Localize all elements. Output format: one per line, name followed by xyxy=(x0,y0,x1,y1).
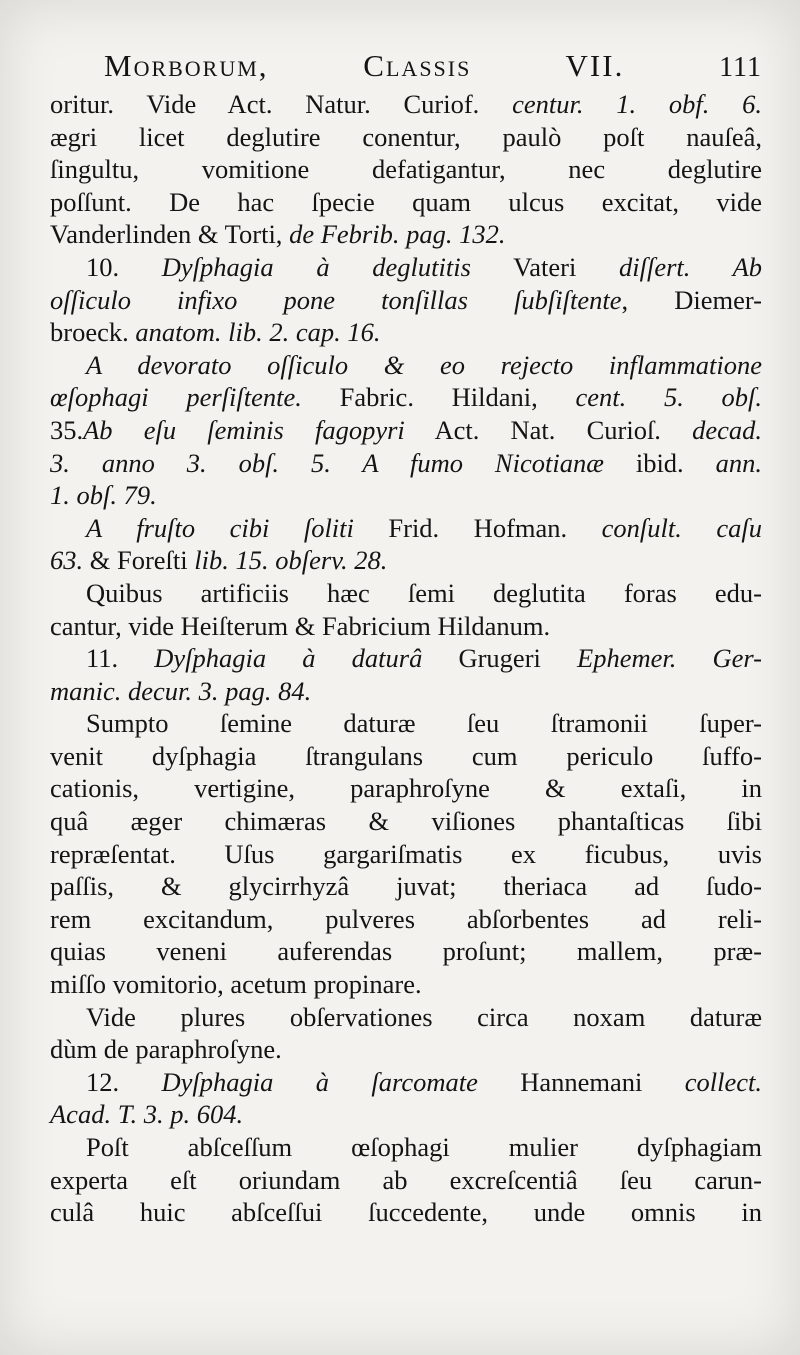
text-run: Quibus artificiis hæc ſemi deglutita foras edu- xyxy=(86,577,762,608)
text-line xyxy=(50,610,762,643)
italic-text-run: collect. xyxy=(684,1066,762,1097)
text-line xyxy=(50,218,762,251)
text-line xyxy=(50,642,762,675)
text-line xyxy=(50,88,762,121)
text-line xyxy=(50,935,762,968)
text-run: 12. xyxy=(86,1066,162,1097)
text-run: venit dyſphagia ſtrangulans cum periculo ſuffo- xyxy=(50,740,762,771)
text-line xyxy=(50,251,762,284)
running-head-title: Morborum, Classis VII. xyxy=(104,48,625,83)
text-line xyxy=(50,577,762,610)
text-line xyxy=(50,1098,762,1131)
text-run: ibid. xyxy=(603,447,716,478)
text-run: Poſt abſceſſum œſophagi mulier dyſphagiam xyxy=(86,1132,762,1162)
text-line xyxy=(50,1001,762,1034)
text-line xyxy=(50,707,762,740)
text-run: Frid. Hofman. xyxy=(353,512,602,543)
text-run: Hannemani xyxy=(477,1066,685,1097)
page-number: 111 xyxy=(719,52,762,83)
italic-text-run: Acad. T. 3. p. 604. xyxy=(50,1099,244,1130)
text-run: dùm de paraphroſyne. xyxy=(50,1034,282,1065)
text-line xyxy=(50,1131,762,1164)
text-line xyxy=(50,870,762,903)
italic-text-run: 63. xyxy=(50,545,84,576)
text-run: 35. xyxy=(50,414,84,445)
text-run: Act. Nat. Curioſ. xyxy=(404,414,693,445)
text-line xyxy=(50,740,762,773)
text-run: rem excitandum, pulveres abſorbentes ad reli- xyxy=(50,903,762,934)
text-line xyxy=(50,512,762,545)
italic-text-run: decad. xyxy=(692,414,762,445)
italic-text-run: centur. 1. obf. 6. xyxy=(512,89,763,119)
italic-text-run: conſult. caſu xyxy=(601,512,762,543)
text-run: 10. xyxy=(86,251,162,282)
italic-text-run: cent. 5. obſ. xyxy=(575,382,763,413)
text-run: ſingultu, vomitione defatigantur, nec deglutire xyxy=(50,154,762,185)
text-run: miſſo vomitorio, acetum propinare. xyxy=(50,969,422,1000)
italic-text-run: A fruſto cibi ſoliti xyxy=(86,512,354,543)
italic-text-run: 3. anno 3. obſ. 5. A fumo Nicotianæ xyxy=(50,447,604,478)
text-line xyxy=(50,544,762,577)
text-run: broeck. xyxy=(50,317,136,348)
text-run: paſſis, & glycirrhyzâ juvat; theriaca ad ſudo- xyxy=(50,871,762,902)
text-run: Vide plures obſervationes circa noxam daturæ xyxy=(86,1001,762,1032)
italic-text-run: lib. 15. obſerv. 28. xyxy=(194,545,388,576)
text-line xyxy=(50,772,762,805)
text-line xyxy=(50,186,762,219)
text-line xyxy=(50,1196,762,1229)
text-line xyxy=(50,316,762,349)
text-run: quâ æger chimæras & viſiones phantaſticas ſibi xyxy=(50,806,762,837)
text-line xyxy=(50,284,762,317)
italic-text-run: manic. decur. 3. pag. 84. xyxy=(50,675,312,706)
text-run: cationis, vertigine, paraphroſyne & extaſi, in xyxy=(50,773,762,804)
italic-text-run: A devorato oſſiculo & eo rejecto inflammatione xyxy=(86,349,762,380)
text-line xyxy=(50,1033,762,1066)
text-run: cantur, vide Heiſterum & Fabricium Hildanum. xyxy=(50,610,551,641)
text-line xyxy=(50,1164,762,1197)
text-run: Vateri xyxy=(470,251,620,282)
italic-text-run: de Febrib. pag. 132. xyxy=(289,219,506,250)
text-run: Fabric. Hildani, xyxy=(301,382,576,413)
text-run: experta eſt oriundam ab excreſcentiâ ſeu carun- xyxy=(50,1164,762,1195)
text-run: Grugeri xyxy=(422,643,578,674)
text-run: quias veneni auferendas proſunt; mallem, præ- xyxy=(50,936,762,967)
italic-text-run: anatom. lib. 2. cap. 16. xyxy=(135,317,381,348)
running-head xyxy=(50,44,762,88)
text-run: oritur. Vide Act. Natur. Curiof. xyxy=(50,89,513,119)
italic-text-run: ann. xyxy=(715,447,762,478)
italic-text-run: 1. obſ. 79. xyxy=(50,480,157,511)
text-line xyxy=(50,838,762,871)
italic-text-run: œſophagi perſiſtente. xyxy=(50,382,302,413)
text-line xyxy=(50,903,762,936)
text-line xyxy=(50,414,762,447)
text-run: & Foreſti xyxy=(83,545,195,576)
italic-text-run: Dyſphagia à deglutitis xyxy=(161,251,471,282)
italic-text-run: diſſert. Ab xyxy=(619,251,763,282)
text-line xyxy=(50,1066,762,1099)
text-run: 11. xyxy=(86,643,155,674)
text-line xyxy=(50,447,762,480)
italic-text-run: Ab eſu ſeminis fagopyri xyxy=(83,414,405,445)
text-line xyxy=(50,805,762,838)
text-run: repræſentat. Uſus gargariſmatis ex ficubus, uvis xyxy=(50,838,762,869)
italic-text-run: oſſiculo infixo pone tonſillas ſubſiſtente xyxy=(50,284,622,315)
text-line xyxy=(50,968,762,1001)
text-line xyxy=(50,153,762,186)
text-line xyxy=(50,349,762,382)
text-line xyxy=(50,479,762,512)
text-line xyxy=(50,675,762,708)
italic-text-run: Dyſphagia à daturâ xyxy=(154,643,423,674)
text-run: ægri licet deglutire conentur, paulò poſt nauſeâ, xyxy=(50,121,762,152)
text-run: poſſunt. De hac ſpecie quam ulcus excitat, vide xyxy=(50,186,762,217)
italic-text-run: Ephemer. Ger- xyxy=(577,643,762,674)
text-run: Vanderlinden & Torti, xyxy=(50,219,290,250)
italic-text-run: Dyſphagia à ſarcomate xyxy=(161,1066,478,1097)
text-line xyxy=(50,381,762,414)
body-text xyxy=(50,88,762,1229)
page-text xyxy=(50,44,762,1229)
text-run: , Diemer- xyxy=(621,284,762,315)
text-line xyxy=(50,121,762,154)
text-run: culâ huic abſceſſui ſuccedente, unde omnis in xyxy=(50,1197,762,1228)
text-run: Sumpto ſemine daturæ ſeu ſtramonii ſuper- xyxy=(86,708,762,739)
